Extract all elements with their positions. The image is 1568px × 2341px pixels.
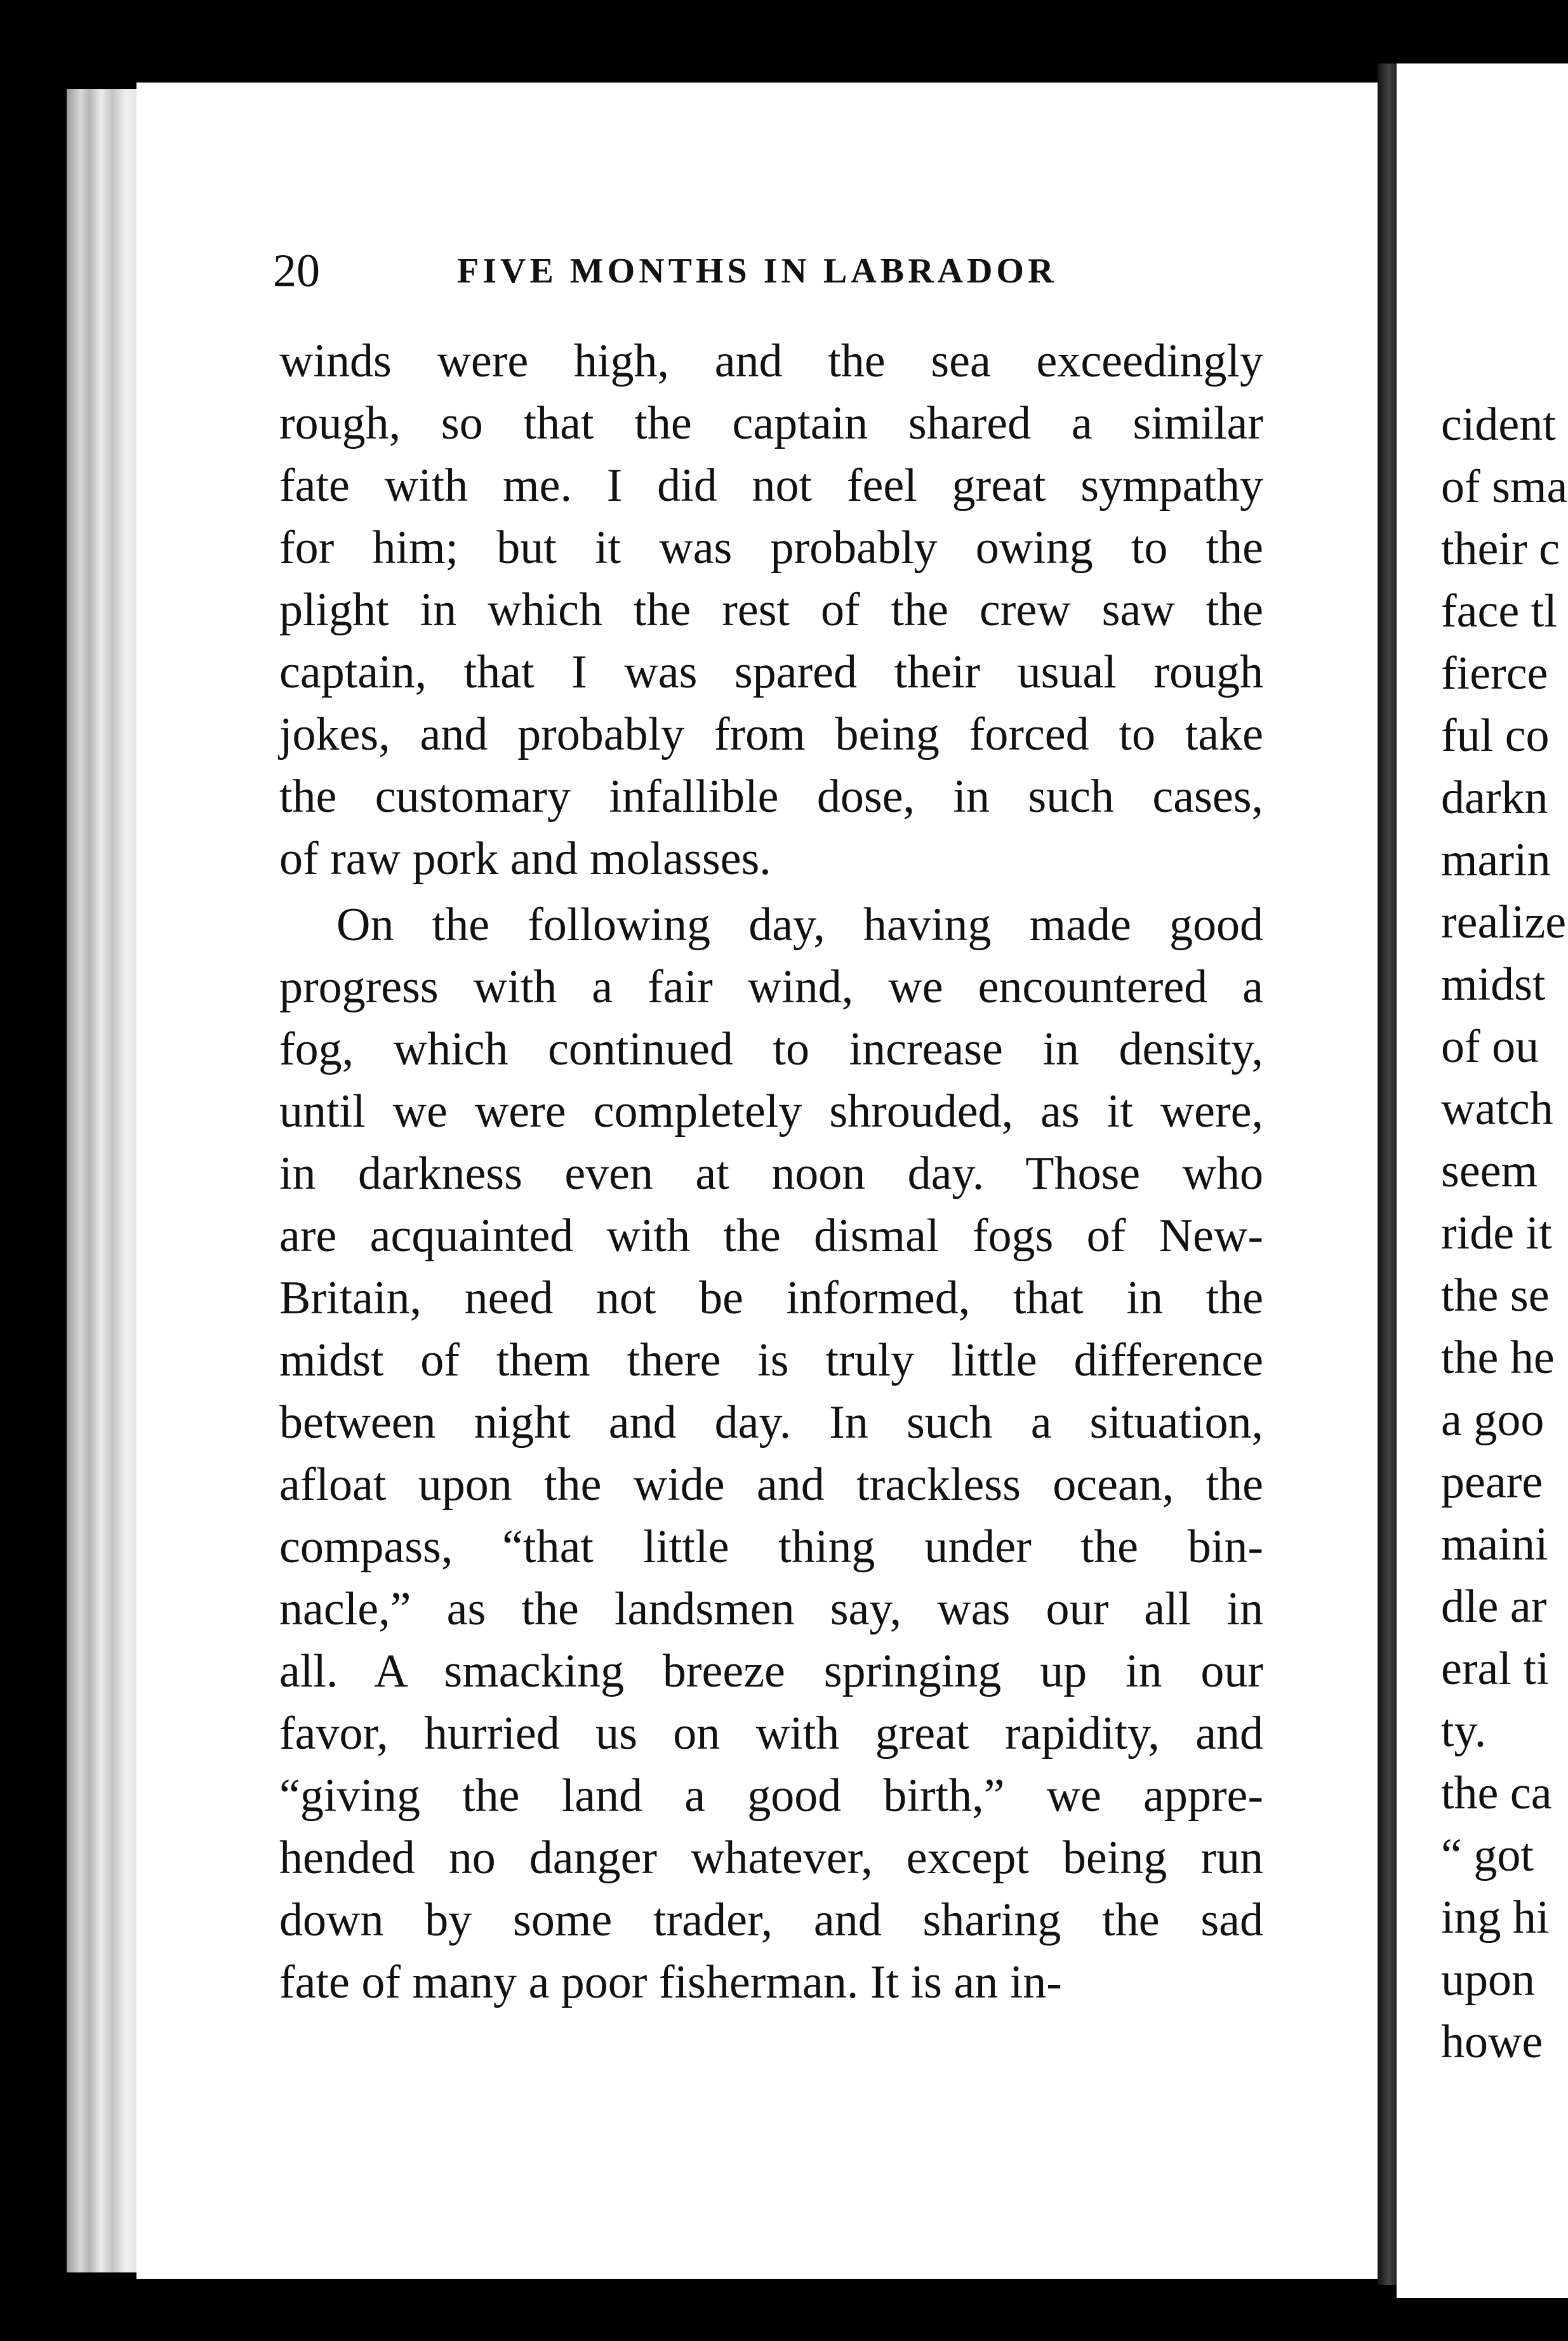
- text-line: for him; but it was probably owing to the: [279, 522, 1263, 574]
- facing-text-line: of ou: [1441, 1021, 1539, 1073]
- text-line: fate with me. I did not feel great sympathy: [279, 460, 1263, 512]
- facing-text-line: fierce: [1441, 647, 1548, 700]
- text-line: plight in which the rest of the crew saw the: [279, 584, 1263, 636]
- facing-text-line: peare: [1441, 1456, 1543, 1508]
- facing-text-line: the he: [1441, 1332, 1555, 1384]
- text-line: in darkness even at noon day. Those who: [279, 1148, 1263, 1200]
- text-line: of raw pork and molasses.: [279, 833, 771, 885]
- text-line: Britain, need not be informed, that in the: [279, 1272, 1263, 1324]
- text-line: afloat upon the wide and trackless ocean, the: [279, 1459, 1263, 1511]
- text-line: between night and day. In such a situation,: [279, 1396, 1263, 1449]
- text-line: down by some trader, and sharing the sad: [279, 1894, 1263, 1946]
- text-line: fate of many a poor fisherman. It is an in-: [279, 1956, 1062, 2008]
- facing-text-line: face tl: [1441, 585, 1557, 637]
- facing-text-line: realize: [1441, 896, 1567, 948]
- text-line: compass, “that little thing under the bin-: [279, 1521, 1263, 1573]
- facing-text-line: of sma: [1441, 461, 1568, 513]
- book-spine-edge: [67, 89, 143, 2272]
- facing-text-line: marin: [1441, 834, 1551, 886]
- text-line: progress with a fair wind, we encountered a: [279, 961, 1263, 1013]
- text-line: “giving the land a good birth,” we appre-: [279, 1770, 1263, 1822]
- text-line: the customary infallible dose, in such cases,: [279, 771, 1263, 823]
- facing-text-line: dle ar: [1441, 1581, 1547, 1633]
- facing-text-line: the se: [1441, 1270, 1550, 1322]
- text-line: On the following day, having made good: [336, 899, 1263, 951]
- facing-text-line: the ca: [1441, 1767, 1552, 1819]
- facing-text-line: darkn: [1441, 772, 1548, 824]
- page-number: 20: [273, 245, 320, 297]
- facing-text-line: howe: [1441, 2016, 1543, 2068]
- facing-text-line: upon: [1441, 1954, 1535, 2006]
- facing-text-line: ty.: [1441, 1705, 1487, 1757]
- text-line: until we were completely shrouded, as it were,: [279, 1085, 1263, 1137]
- text-line: all. A smacking breeze springing up in our: [279, 1645, 1263, 1697]
- text-line: nacle,” as the landsmen say, was our all in: [279, 1583, 1263, 1635]
- facing-text-line: their c: [1441, 523, 1560, 575]
- running-head: [273, 236, 1073, 306]
- facing-text-line: cident: [1441, 399, 1556, 451]
- facing-text-line: “ got: [1441, 1829, 1534, 1881]
- text-line: jokes, and probably from being forced to take: [279, 708, 1263, 760]
- right-page: [1397, 63, 1568, 2298]
- running-title: FIVE MONTHS IN LABRADOR: [457, 251, 1058, 291]
- facing-text-line: watch: [1441, 1083, 1553, 1135]
- facing-text-line: seem: [1441, 1145, 1538, 1197]
- text-line: midst of them there is truly little difference: [279, 1334, 1263, 1386]
- text-line: hended no danger whatever, except being run: [279, 1832, 1263, 1884]
- facing-text-line: ful co: [1441, 710, 1550, 762]
- text-line: rough, so that the captain shared a similar: [279, 397, 1263, 449]
- facing-text-line: ride it: [1441, 1207, 1552, 1259]
- text-line: captain, that I was spared their usual rough: [279, 646, 1263, 698]
- book-gutter: [1378, 63, 1397, 2285]
- text-line: favor, hurried us on with great rapidity, and: [279, 1708, 1263, 1760]
- facing-text-line: maini: [1441, 1518, 1548, 1570]
- facing-text-line: ing hi: [1441, 1892, 1550, 1944]
- text-line: are acquainted with the dismal fogs of New-: [279, 1210, 1263, 1262]
- facing-text-line: midst: [1441, 958, 1546, 1011]
- facing-text-line: a goo: [1441, 1394, 1545, 1446]
- body-text: [279, 330, 1263, 2013]
- facing-page-text: [1441, 394, 1567, 2073]
- text-line: winds were high, and the sea exceedingly: [279, 335, 1263, 387]
- text-line: fog, which continued to increase in density,: [279, 1023, 1263, 1075]
- facing-text-line: eral ti: [1441, 1643, 1550, 1695]
